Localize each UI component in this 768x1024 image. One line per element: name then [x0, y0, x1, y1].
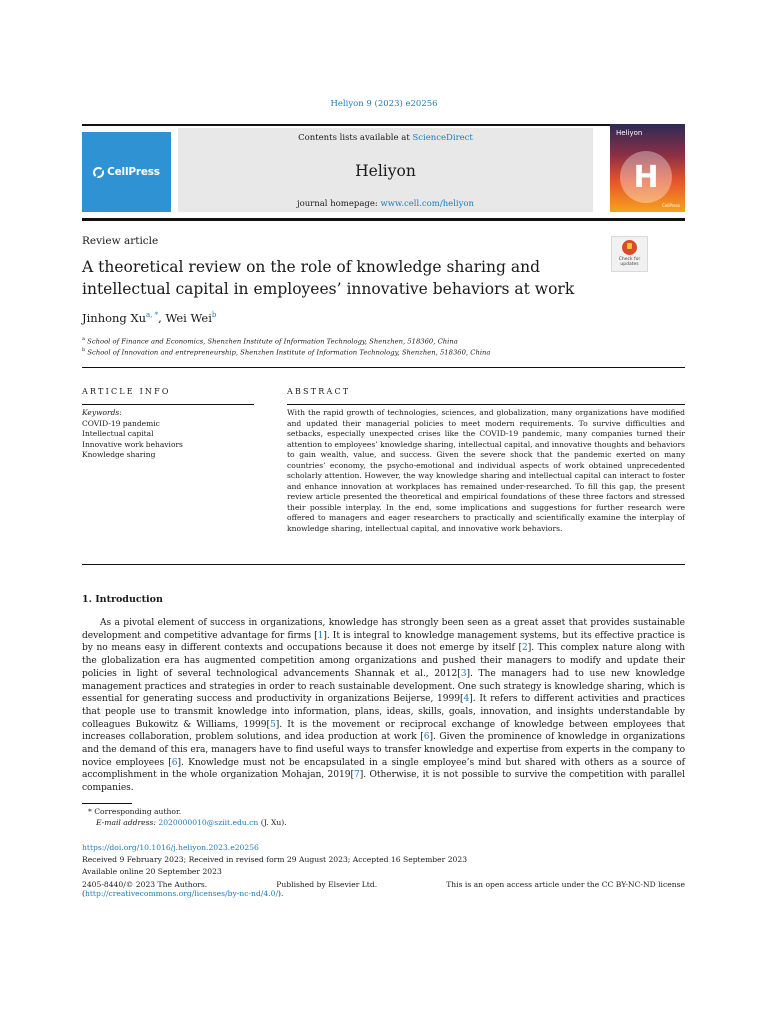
author-marks[interactable]: a, *	[146, 311, 159, 320]
abstract-heading: ABSTRACT	[287, 387, 351, 396]
citation-link[interactable]: 2	[521, 643, 528, 654]
masthead-center	[178, 128, 593, 212]
check-updates-icon	[622, 240, 637, 255]
keyword-item: Knowledge sharing	[82, 450, 156, 459]
affiliation-text: School of Finance and Economics, Shenzhen Institute of Information Technology, Shenzhen, 518360, China	[87, 337, 458, 346]
cover-title: Heliyon	[616, 129, 643, 137]
keyword-item: Intellectual capital	[82, 429, 154, 438]
contents-prefix: Contents lists available at	[298, 133, 413, 143]
received-dates: Received 9 February 2023; Received in revised form 29 August 2023; Accepted 16 September 2023	[82, 855, 468, 864]
citation-link[interactable]: 1	[317, 630, 324, 641]
license-line	[82, 880, 685, 889]
check-updates-label: Check for updates	[618, 257, 641, 267]
citation-link[interactable]: 6	[423, 732, 430, 743]
intro-text-run: ]. The managers had to use new knowledge management practices and strategies in order to reach sustainable development. One such strategy is knowledge sharing, which is essential for generating success and productivity in organizations Beijerse, 1999[	[82, 668, 685, 705]
license-part: Published by Elsevier Ltd.	[276, 880, 378, 889]
affiliation	[82, 347, 490, 356]
license-part: 2405-8440/© 2023 The Authors.	[82, 880, 208, 889]
cover-letter: H	[633, 159, 659, 195]
keyword-item: COVID-19 pandemic	[82, 418, 160, 428]
masthead	[82, 124, 685, 220]
cellpress-logo-box[interactable]	[82, 132, 171, 212]
author-list	[82, 311, 216, 325]
intro-text-run: ]. Otherwise, it is not possible to survive the competition with parallel companies.	[82, 770, 685, 794]
sciencedirect-link[interactable]: ScienceDirect	[412, 133, 473, 143]
keyword-item: Innovative work behaviors	[82, 439, 183, 449]
intro-text-run: ]. It is integral to knowledge management systems, but its effective practice is by no means easy in different contexts and occupations because it does not emerge by itself [	[82, 630, 686, 654]
email-footnote	[96, 818, 287, 827]
email-suffix: (J. Xu).	[258, 818, 287, 827]
homepage-link[interactable]: www.cell.com/heliyon	[380, 199, 475, 209]
intro-text-run: As a pivotal element of success in organizations, knowledge has strongly been seen as a great asset that provides sustainable development and competitive advantage for firms [	[82, 618, 685, 641]
abstract-bottom-rule	[82, 564, 685, 565]
keywords-block	[82, 408, 183, 461]
affiliation-mark: b	[82, 347, 86, 353]
license-statement	[82, 880, 685, 898]
citation-link[interactable]: 3	[460, 668, 467, 679]
citation-link[interactable]: 7	[353, 770, 360, 781]
affiliation-mark: a	[82, 336, 85, 342]
journal-name: Heliyon	[355, 162, 416, 180]
author-name[interactable]: Jinhong Xu	[82, 311, 147, 325]
intro-text-run: ]. It refers to different activities and practices that people use to transmit knowledge into information, plans, ideas, skills, goals, innovation, and insights understandable by colleagues Bukowitz & Williams, 1999[	[82, 694, 685, 730]
homepage-line	[178, 199, 593, 209]
introduction-body	[82, 617, 685, 795]
license-url[interactable]: http://creativecommons.org/licenses/by-nc-nd/4.0/	[84, 889, 279, 898]
cellpress-logo-text: CellPress	[107, 166, 160, 178]
intro-text-run: ]. Knowledge must not be encapsulated in a single employee’s mind but shared with others as a source of accomplishment in the whole organization Mohajan, 2019[	[82, 757, 685, 781]
article-type: Review article	[82, 235, 159, 247]
contents-line	[178, 133, 593, 143]
article-info-heading: ARTICLE INFO	[82, 387, 171, 396]
check-for-updates-button[interactable]	[611, 236, 648, 272]
author-separator: ,	[158, 311, 166, 325]
author-marks[interactable]: b	[211, 311, 217, 320]
title-line-1: A theoretical review on the role of knowledge sharing and	[82, 258, 540, 276]
masthead-bottom-rule	[82, 218, 685, 221]
license-url-open: (	[82, 889, 85, 898]
running-head[interactable]: Heliyon 9 (2023) e20256	[330, 99, 438, 109]
email-link[interactable]: 2020000010@sziit.edu.cn	[158, 818, 259, 827]
introduction-heading: 1. Introduction	[82, 594, 163, 605]
intro-text-run: ]. It is the movement or reciprocal exchange of knowledge between employees that increases collaboration, problem solutions, and idea production at work [	[82, 719, 685, 743]
intro-text-run: ]. This complex nature along with the globalization era has augmented competition among organizations and pushed their managers to modify and update their policies in light of several technological advancements Shannak et al., 2012[	[82, 643, 685, 679]
affiliation-text: School of Innovation and entrepreneurship, Shenzhen Institute of Information Technology, Shenzhen, 518360, China	[87, 348, 491, 357]
citation-link[interactable]: 4	[463, 694, 470, 705]
homepage-prefix: journal homepage:	[296, 199, 381, 209]
available-online: Available online 20 September 2023	[82, 867, 222, 876]
cover-emblem-icon	[620, 151, 672, 203]
header-divider	[82, 367, 685, 368]
masthead-top-rule	[82, 124, 685, 126]
article-info-rule	[82, 404, 254, 405]
article-title	[82, 256, 602, 300]
citation-link[interactable]: 6	[171, 757, 178, 768]
keywords-label: Keywords:	[82, 408, 122, 417]
license-part: This is an open access article under the CC BY-NC-ND license	[446, 880, 685, 889]
license-url-line	[82, 889, 685, 898]
journal-cover[interactable]	[610, 124, 685, 212]
abstract-text: With the rapid growth of technologies, sciences, and globalization, many organizations have modified and updated their managerial policies to meet modern requirements. To survive difficulties and setbacks, especially unexpected crises like the COVID-19 pandemic, many companies turned their attention to employees’ knowledge sharing, intellectual capital, and innovative thoughts and behaviors to gain wealth, value, and success. Given the severe shock that the pandemic exerted on many countries’ economy, the psycho-emotional and individual aspects of work obtained unprecedented scholarly attention. However, the way knowledge sharing and intellectual capital can interact to foster and enhance innovation at workplaces has remained under-researched. To fill this gap, the present review article presented the theoretical and empirical foundations of these three factors and stressed their possible interplay. In the end, some implications and suggestions for further research were offered to managers and eager researchers to practically and scientifically examine the interplay of knowledge sharing, intellectual capital, and innovative work behaviors.	[287, 408, 685, 534]
title-line-2: intellectual capital in employees’ innovative behaviors at work	[82, 280, 575, 298]
abstract-rule	[287, 404, 685, 405]
cellpress-logo	[93, 166, 160, 178]
doi-link[interactable]: https://doi.org/10.1016/j.heliyon.2023.e20256	[82, 843, 259, 852]
intro-text-run: ]. Given the prominence of knowledge in organizations and the demand of this era, managers have to find useful ways to transfer knowledge and expertise from experts in the company to novice employees [	[82, 732, 686, 768]
citation-link[interactable]: 5	[269, 719, 276, 730]
affiliation	[82, 336, 458, 345]
cover-publisher: CellPress	[661, 203, 680, 208]
footnote-rule	[82, 803, 132, 804]
email-label: E-mail address:	[96, 818, 159, 827]
corresponding-author-note: * Corresponding author.	[88, 807, 182, 816]
cellpress-mark-icon	[93, 167, 104, 178]
author-name[interactable]: Wei Wei	[165, 311, 212, 325]
license-url-close: ).	[278, 889, 284, 898]
